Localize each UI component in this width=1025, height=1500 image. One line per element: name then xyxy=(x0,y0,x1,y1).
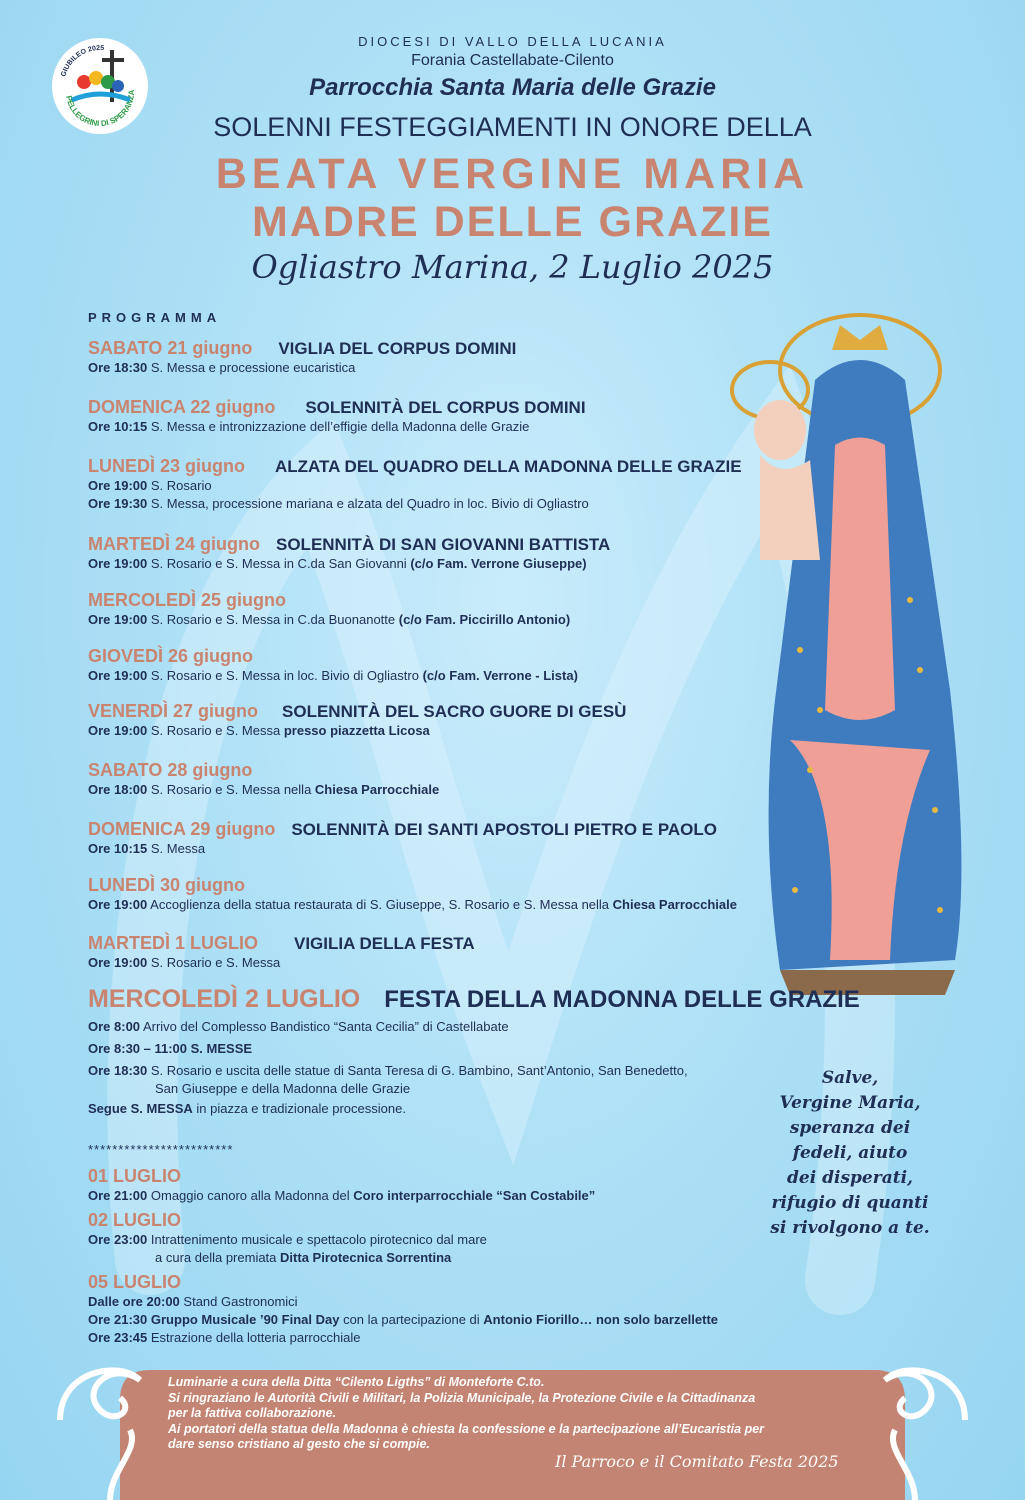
day-date: 02 LUGLIO xyxy=(88,1210,182,1230)
schedule-line: Ore 19:00 S. Rosario e S. Messa xyxy=(88,955,281,970)
schedule-line: Ore 18:30 S. Rosario e uscita delle statue di Santa Teresa di G. Bambino, Sant’Antonio, San Benedetto, xyxy=(88,1063,688,1078)
schedule-line: Ore 23:00 Intrattenimento musicale e spettacolo pirotecnico dal mare xyxy=(88,1232,487,1247)
day-date: DOMENICA 22 giugno xyxy=(88,397,276,417)
day-date: LUNEDÌ 23 giugno xyxy=(88,456,245,476)
day-event: VIGILIA DELLA FESTA xyxy=(294,934,475,953)
day-date: MARTEDÌ 24 giugno xyxy=(88,534,260,554)
time-label: Ore 19:00 xyxy=(88,478,148,493)
day-event: ALZATA DEL QUADRO DELLA MADONNA DELLE GRAZIE xyxy=(275,457,742,476)
time-label: Ore 8:00 xyxy=(88,1019,141,1034)
logo-arc-bottom: PELLEGRINI DI SPERANZA xyxy=(64,89,137,129)
schedule-line: Ore 10:15 S. Messa e intronizzazione dell’effigie della Madonna delle Grazie xyxy=(88,419,530,434)
time-label: Ore 10:15 xyxy=(88,841,148,856)
program-day xyxy=(88,819,748,858)
day-event: SOLENNITÀ DI SAN GIOVANNI BATTISTA xyxy=(276,535,611,554)
time-label: Ore 19:00 xyxy=(88,556,148,571)
solenni-subtitle: SOLENNI FESTEGGIAMENTI IN ONORE DELLA xyxy=(213,112,812,142)
time-label: Ore 8:30 – 11:00 S. MESSE xyxy=(88,1041,253,1056)
time-label: Ore 19:00 xyxy=(88,723,148,738)
schedule-line: Ore 19:30 S. Messa, processione mariana e alzata del Quadro in loc. Bivio di Ogliastro xyxy=(88,496,589,511)
time-label: Ore 19:00 xyxy=(88,668,148,683)
time-label: Ore 18:30 xyxy=(88,360,148,375)
time-label: Ore 21:30 xyxy=(88,1312,148,1327)
program-day xyxy=(88,760,748,799)
schedule-line: Ore 21:00 Omaggio canoro alla Madonna del Coro interparrocchiale “San Costabile” xyxy=(88,1188,596,1203)
programma-label: PROGRAMMA xyxy=(88,310,222,325)
festa-event: FESTA DELLA MADONNA DELLE GRAZIE xyxy=(384,986,860,1013)
day-date: VENERDÌ 27 giugno xyxy=(88,701,259,721)
day-event: SOLENNITÀ DEI SANTI APOSTOLI PIETRO E PAOLO xyxy=(291,820,718,839)
schedule-line-cont: a cura della premiata Ditta Pirotecnica Sorrentina xyxy=(155,1250,452,1265)
schedule-line: Ore 18:30 S. Messa e processione eucaristica xyxy=(88,360,356,375)
day-date: LUNEDÌ 30 giugno xyxy=(88,875,245,895)
time-label: Ore 19:00 xyxy=(88,897,148,912)
program-day xyxy=(88,456,748,513)
festa-date: MERCOLEDÌ 2 LUGLIO xyxy=(88,985,361,1013)
place-date: Ogliastro Marina, 2 Luglio 2025 xyxy=(251,248,774,286)
schedule-line xyxy=(88,1040,968,1058)
program-day xyxy=(88,590,748,629)
footer-signature: Il Parroco e il Comitato Festa 2025 xyxy=(555,1452,839,1471)
day-date: MARTEDÌ 1 LUGLIO xyxy=(88,933,258,953)
madonna-statue-image xyxy=(720,270,990,1000)
program-day xyxy=(88,338,748,377)
day-date: 05 LUGLIO xyxy=(88,1272,182,1292)
schedule-line: Ore 10:15 S. Messa xyxy=(88,841,206,856)
program-day xyxy=(88,701,748,740)
schedule-line: Ore 19:00 S. Rosario e S. Messa in C.da San Giovanni (c/o Fam. Verrone Giuseppe) xyxy=(88,556,587,571)
schedule-line: Segue S. MESSA in piazza e tradizionale processione. xyxy=(88,1101,406,1116)
day-date: SABATO 28 giugno xyxy=(88,760,253,780)
schedule-line-cont: San Giuseppe e della Madonna delle Grazie xyxy=(155,1081,411,1096)
time-label: Ore 18:00 xyxy=(88,782,148,797)
day-event: SOLENNITÀ DEL SACRO GUORE DI GESÙ xyxy=(282,702,627,721)
schedule-line: Ore 19:00 Accoglienza della statua restaurata di S. Giuseppe, S. Rosario e S. Messa nella Chiesa Parrocchiale xyxy=(88,897,737,912)
extra-day xyxy=(88,1272,888,1347)
madre-title: MADRE DELLE GRAZIE xyxy=(252,198,773,246)
program-day xyxy=(88,875,748,914)
time-label: Ore 23:45 xyxy=(88,1330,148,1345)
schedule-line: Dalle ore 20:00 Stand Gastronomici xyxy=(88,1294,298,1309)
forania-text: Forania Castellabate-Cilento xyxy=(411,52,614,69)
day-date: 01 LUGLIO xyxy=(88,1166,182,1186)
day-date: GIOVEDÌ 26 giugno xyxy=(88,646,254,666)
time-label: Ore 19:00 xyxy=(88,955,148,970)
day-event: VIGLIA DEL CORPUS DOMINI xyxy=(278,339,517,358)
time-label: Ore 23:00 xyxy=(88,1232,148,1247)
day-date: SABATO 21 giugno xyxy=(88,338,253,358)
beata-title: BEATA VERGINE MARIA xyxy=(215,150,810,198)
schedule-line: Ore 8:00 Arrivo del Complesso Bandistico “Santa Cecilia” di Castellabate xyxy=(88,1019,509,1034)
schedule-line: Ore 19:00 S. Rosario e S. Messa in C.da Buonanotte (c/o Fam. Piccirillo Antonio) xyxy=(88,612,571,627)
time-label: Ore 21:00 xyxy=(88,1188,148,1203)
schedule-line: Ore 18:00 S. Rosario e S. Messa nella Chiesa Parrocchiale xyxy=(88,782,440,797)
logo-arc-top: GIUBILEO 2025 xyxy=(60,44,105,78)
parrocchia-title: Parrocchia Santa Maria delle Grazie xyxy=(309,74,716,101)
time-label: Ore 10:15 xyxy=(88,419,148,434)
day-event: SOLENNITÀ DEL CORPUS DOMINI xyxy=(305,398,586,417)
stars-divider: ************************ xyxy=(88,1142,234,1157)
extra-day xyxy=(88,1166,748,1205)
time-label: Dalle ore 20:00 xyxy=(88,1294,180,1309)
schedule-line: Ore 19:00 S. Rosario xyxy=(88,478,212,493)
schedule-line: Ore 19:00 S. Rosario e S. Messa presso piazzetta Licosa xyxy=(88,723,430,738)
diocesi-text: DIOCESI DI VALLO DELLA LUCANIA xyxy=(358,34,667,49)
schedule-line: Ore 21:30 Gruppo Musicale ’90 Final Day con la partecipazione di Antonio Fiorillo… non solo barzellette xyxy=(88,1312,719,1327)
program-day xyxy=(88,646,748,685)
extra-day xyxy=(88,1210,748,1267)
day-date: DOMENICA 29 giugno xyxy=(88,819,276,839)
program-day xyxy=(88,933,748,972)
prayer-text: Salve, Vergine Maria, speranza dei fedeli, aiuto dei disperati, rifugio di quanti si rivolgono a te. xyxy=(770,1068,930,1238)
schedule-line: Ore 23:45 Estrazione della lotteria parrocchiale xyxy=(88,1330,361,1345)
time-label: Ore 19:30 xyxy=(88,496,148,511)
time-label: Ore 18:30 xyxy=(88,1063,148,1078)
program-day xyxy=(88,534,748,573)
footer-notes: Luminarie a cura della Ditta “Cilento Ligths” di Monteforte C.to. Si ringraziano le Autorità Civili e Militari, la Polizia Municipale, la Protezione Civile e la Cittadinanza per la fattiva collaborazione. Ai portatori della statua della Madonna è chiesta la confessione e la partecipazione all’Eucaristia per dare senso cristiano al gesto che si compie. xyxy=(168,1375,765,1451)
program-day xyxy=(88,397,748,436)
time-label: Ore 19:00 xyxy=(88,612,148,627)
schedule-line: Ore 19:00 S. Rosario e S. Messa in loc. Bivio di Ogliastro (c/o Fam. Verrone - Lista) xyxy=(88,668,578,683)
day-date: MERCOLEDÌ 25 giugno xyxy=(88,590,286,610)
